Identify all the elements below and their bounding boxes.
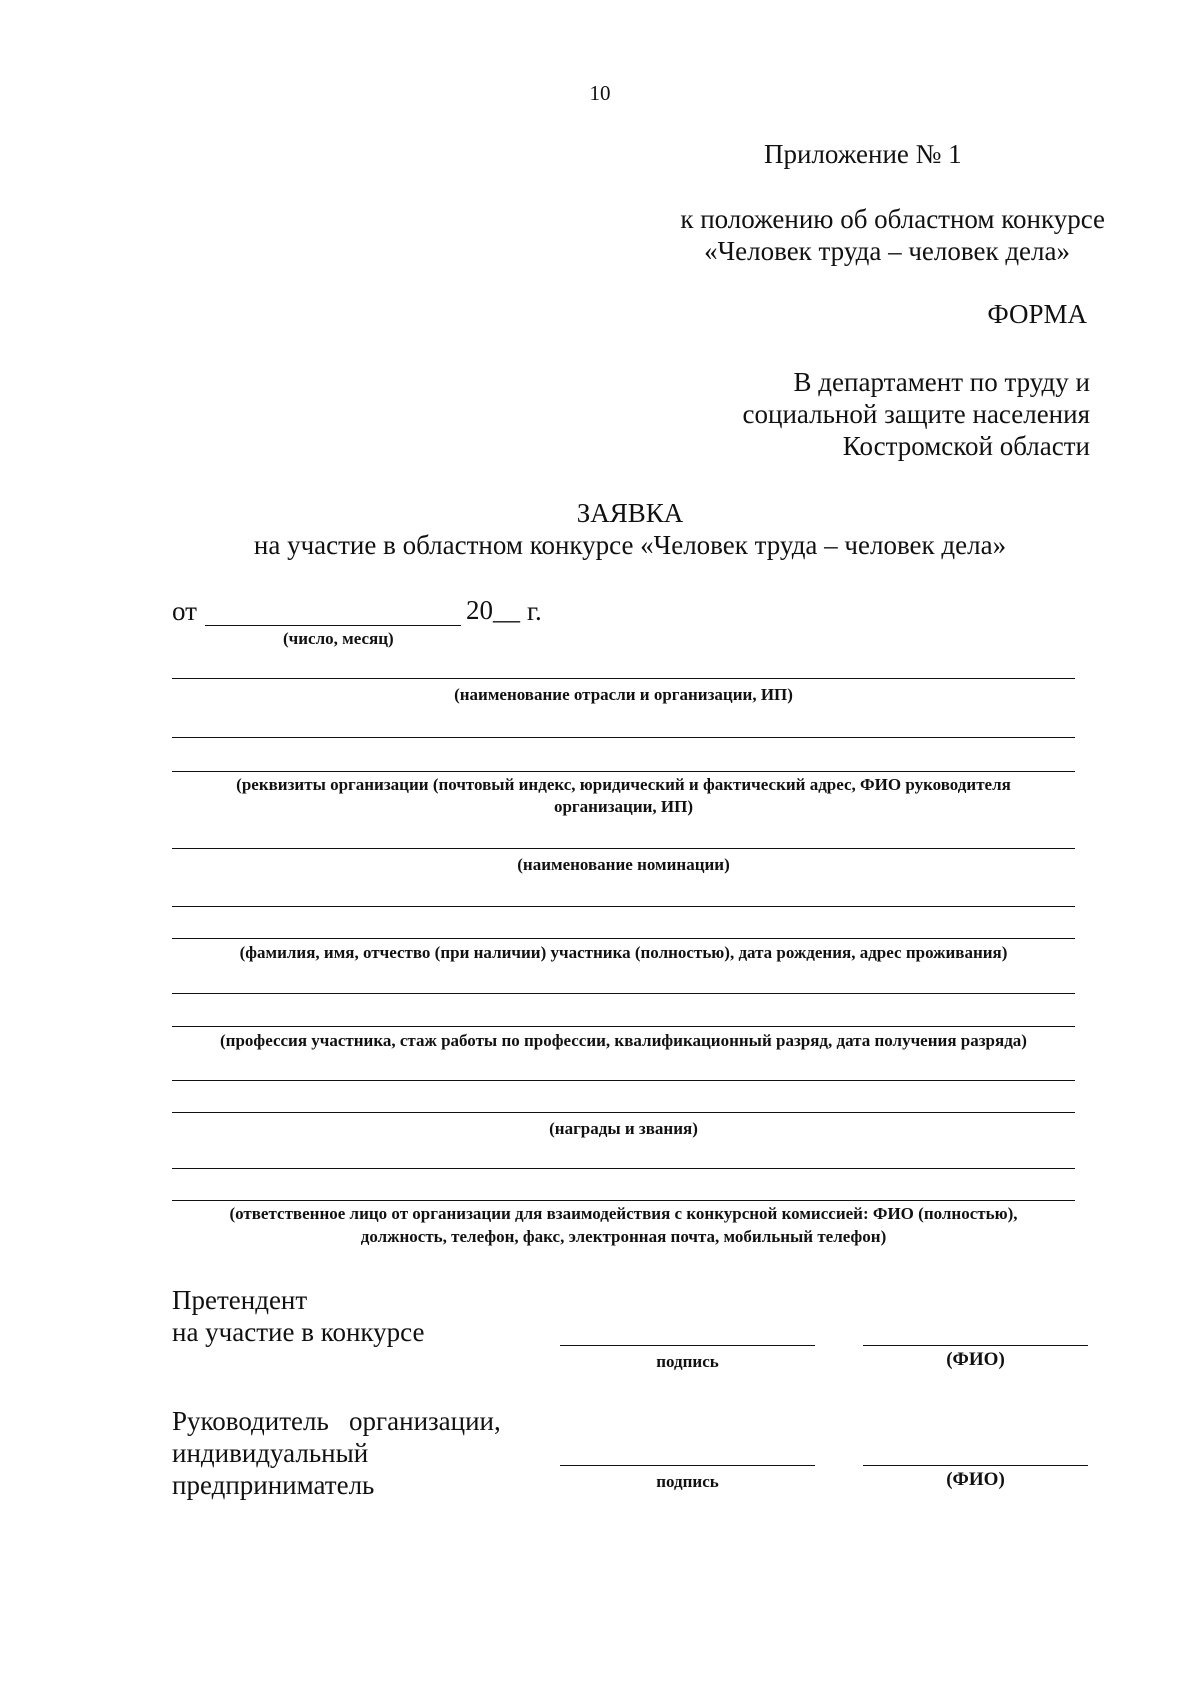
addressee-line-3: Костромской области — [842, 431, 1090, 461]
addressee-line-2: социальной защите населения — [742, 399, 1090, 429]
applicant-name-caption: (ФИО) — [946, 1349, 1005, 1370]
annex-line-2: «Человек труда – человек дела» — [704, 236, 1070, 266]
applicant-signature-caption: подпись — [656, 1352, 719, 1371]
addressee-line-1: В департамент по труду и — [793, 367, 1090, 397]
date-from-label: от — [172, 596, 197, 626]
profession-caption: (профессия участника, стаж работы по профессии, квалификационный разряд, дата получения разряда) — [220, 1031, 1027, 1050]
awards-caption: (награды и звания) — [549, 1119, 698, 1138]
nomination-caption: (наименование номинации) — [517, 855, 730, 874]
applicant-signature-line — [560, 1345, 815, 1346]
requisites-caption-1: (реквизиты организации (почтовый индекс, юридический и фактический адрес, ФИО руководителя — [236, 775, 1011, 794]
application-subtitle: на участие в областном конкурсе «Человек труда – человек дела» — [253, 530, 1007, 560]
contact-caption-1: (ответственное лицо от организации для взаимодействия с конкурсной комиссией: ФИО (полностью), — [229, 1204, 1018, 1223]
application-title: ЗАЯВКА — [576, 498, 684, 528]
annex-title: Приложение № 1 — [764, 139, 962, 169]
head-name-caption: (ФИО) — [946, 1469, 1005, 1490]
form-label: ФОРМА — [987, 299, 1087, 329]
head-signature-line — [560, 1465, 815, 1466]
date-day-month-line — [205, 625, 461, 626]
awards-line-1 — [172, 1080, 1075, 1081]
requisites-line-2 — [172, 771, 1075, 772]
applicant-name-line — [863, 1345, 1088, 1346]
head-label-line-3: предприниматель — [172, 1470, 375, 1500]
industry-caption: (наименование отрасли и организации, ИП) — [454, 685, 793, 704]
applicant-label-line-1: Претендент — [172, 1285, 308, 1315]
industry-line — [172, 678, 1075, 679]
head-label-line-2: индивидуальный — [172, 1438, 369, 1468]
applicant-label-line-2: на участие в конкурсе — [172, 1317, 425, 1347]
participant-line-1 — [172, 906, 1075, 907]
date-caption: (число, месяц) — [283, 629, 394, 648]
head-signature-caption: подпись — [656, 1472, 719, 1491]
profession-line-2 — [172, 1026, 1075, 1027]
date-year-suffix: г. — [527, 596, 542, 626]
requisites-caption-2: организации, ИП) — [553, 797, 694, 816]
contact-line-1 — [172, 1168, 1075, 1169]
nomination-line — [172, 848, 1075, 849]
date-year: 20__ — [466, 595, 520, 625]
profession-line-1 — [172, 993, 1075, 994]
participant-line-2 — [172, 938, 1075, 939]
contact-line-2 — [172, 1200, 1075, 1201]
contact-caption-2: должность, телефон, факс, электронная почта, мобильный телефон) — [360, 1227, 887, 1246]
awards-line-2 — [172, 1112, 1075, 1113]
page-number: 10 — [589, 81, 611, 105]
requisites-line-1 — [172, 737, 1075, 738]
head-name-line — [863, 1465, 1088, 1466]
annex-line-1: к положению об областном конкурсе — [680, 204, 1105, 234]
head-label-line-1: Руководитель организации, — [172, 1406, 501, 1436]
participant-caption: (фамилия, имя, отчество (при наличии) участника (полностью), дата рождения, адрес проживания) — [239, 943, 1008, 962]
